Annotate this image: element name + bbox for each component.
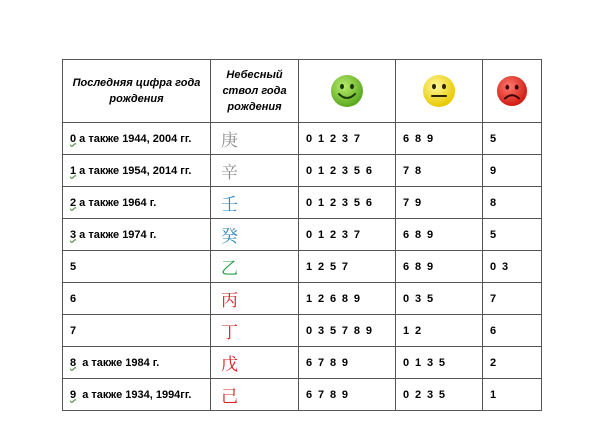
header-row — [63, 60, 542, 123]
good-years-digits: 0 1 2 3 5 6 — [306, 164, 374, 177]
header-good — [299, 60, 396, 123]
heavenly-stem-glyph: 庚 — [221, 131, 238, 151]
neutral-years-cell — [396, 347, 483, 379]
bad-years-cell — [483, 251, 542, 283]
neutral-years-cell — [396, 155, 483, 187]
last-digit-cell — [63, 379, 211, 411]
last-digit: 0 — [70, 132, 77, 145]
bad-years-cell — [483, 123, 542, 155]
year-note: а также 1974 г. — [76, 228, 157, 241]
last-digit: 2 — [70, 196, 77, 209]
year-note: а также 1954, 2014 гг. — [76, 164, 192, 177]
neutral-years-digits: 0 1 3 5 — [403, 356, 447, 369]
neutral-years-digits: 1 2 — [403, 324, 423, 337]
header-last-digit: Последняя цифра года рождения — [63, 60, 211, 123]
last-digit-cell — [63, 187, 211, 219]
compatibility-table — [62, 59, 542, 411]
bad-years-cell — [483, 219, 542, 251]
heavenly-stem-cell — [211, 379, 299, 411]
table-row — [63, 123, 542, 155]
bad-years-digits: 9 — [490, 164, 498, 177]
last-digit-cell — [63, 283, 211, 315]
heavenly-stem-cell — [211, 347, 299, 379]
heavenly-stem-glyph: 己 — [221, 387, 238, 407]
last-digit: 9 — [70, 388, 77, 401]
neutral-years-digits: 7 8 — [403, 164, 423, 177]
table-row — [63, 379, 542, 411]
good-years-cell — [299, 283, 396, 315]
good-years-cell — [299, 123, 396, 155]
heavenly-stem-glyph: 丁 — [221, 323, 238, 343]
bad-years-digits: 2 — [490, 356, 498, 369]
last-digit-cell — [63, 315, 211, 347]
last-digit: 1 — [70, 164, 77, 177]
good-years-cell — [299, 219, 396, 251]
good-years-cell — [299, 187, 396, 219]
last-digit-cell — [63, 347, 211, 379]
neutral-years-digits: 0 2 3 5 — [403, 388, 447, 401]
neutral-years-cell — [396, 219, 483, 251]
table-row — [63, 187, 542, 219]
year-note: а также 1984 г. — [76, 356, 160, 369]
heavenly-stem-cell — [211, 315, 299, 347]
neutral-years-cell — [396, 123, 483, 155]
year-note: а также 1934, 1994гг. — [76, 388, 192, 401]
heavenly-stem-cell — [211, 187, 299, 219]
heavenly-stem-glyph: 丙 — [221, 291, 238, 311]
neutral-years-digits: 6 8 9 — [403, 260, 435, 273]
last-digit-cell — [63, 123, 211, 155]
neutral-face-icon — [422, 74, 456, 108]
neutral-years-cell — [396, 379, 483, 411]
last-digit: 6 — [70, 292, 77, 305]
good-years-cell — [299, 347, 396, 379]
good-years-digits: 1 2 6 8 9 — [306, 292, 362, 305]
last-digit: 7 — [70, 324, 77, 337]
heavenly-stem-glyph: 辛 — [221, 163, 238, 183]
good-years-digits: 6 7 8 9 — [306, 356, 350, 369]
year-note: а также 1964 г. — [76, 196, 157, 209]
neutral-years-digits: 0 3 5 — [403, 292, 435, 305]
heavenly-stem-cell — [211, 155, 299, 187]
last-digit-cell — [63, 219, 211, 251]
good-years-cell — [299, 315, 396, 347]
table-row — [63, 155, 542, 187]
good-years-cell — [299, 379, 396, 411]
table-row — [63, 219, 542, 251]
happy-face-icon — [330, 74, 364, 108]
good-years-digits: 6 7 8 9 — [306, 388, 350, 401]
heavenly-stem-cell — [211, 219, 299, 251]
good-years-digits: 0 1 2 3 5 6 — [306, 196, 374, 209]
bad-years-cell — [483, 283, 542, 315]
neutral-years-digits: 6 8 9 — [403, 228, 435, 241]
good-years-digits: 0 1 2 3 7 — [306, 132, 362, 145]
neutral-years-digits: 6 8 9 — [403, 132, 435, 145]
good-years-digits: 1 2 5 7 — [306, 260, 350, 273]
sad-face-icon — [496, 75, 528, 107]
bad-years-cell — [483, 187, 542, 219]
bad-years-digits: 8 — [490, 196, 498, 209]
header-neutral — [396, 60, 483, 123]
table-row — [63, 283, 542, 315]
good-years-digits: 0 3 5 7 8 9 — [306, 324, 374, 337]
good-years-cell — [299, 251, 396, 283]
bad-years-digits: 6 — [490, 324, 498, 337]
heavenly-stem-glyph: 壬 — [221, 195, 238, 215]
last-digit: 5 — [70, 260, 77, 273]
bad-years-cell — [483, 379, 542, 411]
neutral-years-cell — [396, 187, 483, 219]
heavenly-stem-cell — [211, 251, 299, 283]
bad-years-digits: 7 — [490, 292, 498, 305]
last-digit: 8 — [70, 356, 77, 369]
heavenly-stem-glyph: 癸 — [221, 227, 238, 247]
heavenly-stem-cell — [211, 283, 299, 315]
bad-years-cell — [483, 155, 542, 187]
good-years-digits: 0 1 2 3 7 — [306, 228, 362, 241]
last-digit: 3 — [70, 228, 77, 241]
neutral-years-digits: 7 9 — [403, 196, 423, 209]
bad-years-cell — [483, 315, 542, 347]
header-heavenly-stem: Небесный ствол года рождения — [211, 60, 299, 123]
bad-years-digits: 1 — [490, 388, 498, 401]
last-digit-cell — [63, 155, 211, 187]
neutral-years-cell — [396, 283, 483, 315]
good-years-cell — [299, 155, 396, 187]
year-note: а также 1944, 2004 гг. — [76, 132, 192, 145]
table-row — [63, 251, 542, 283]
table-row — [63, 315, 542, 347]
heavenly-stem-cell — [211, 123, 299, 155]
heavenly-stem-glyph: 戊 — [221, 355, 238, 375]
bad-years-digits: 5 — [490, 228, 498, 241]
neutral-years-cell — [396, 315, 483, 347]
bad-years-digits: 5 — [490, 132, 498, 145]
heavenly-stem-glyph: 乙 — [221, 259, 238, 279]
bad-years-digits: 0 3 — [490, 260, 510, 273]
neutral-years-cell — [396, 251, 483, 283]
last-digit-cell — [63, 251, 211, 283]
header-bad — [483, 60, 542, 123]
table-row — [63, 347, 542, 379]
bad-years-cell — [483, 347, 542, 379]
